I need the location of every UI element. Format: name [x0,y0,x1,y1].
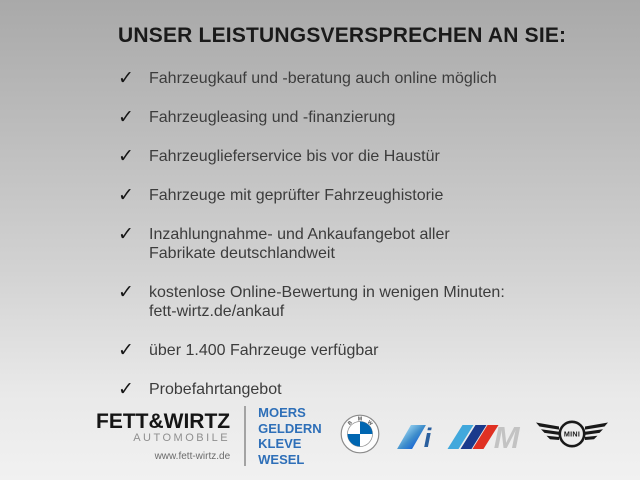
promise-item [118,186,610,205]
location-label: KLEVE [258,436,302,451]
dealer-website: www.fett-wirtz.de [154,450,231,462]
footer-brand-bar [96,400,601,472]
promise-text: Fahrzeuglieferservice bis vor die Haustür [149,148,440,165]
checkmark-icon: ✓ [118,224,134,245]
location-label: GELDERN [258,420,322,436]
promise-text: Inzahlungnahme- und Ankaufangebot aller Fabrikate deutschlandweit [149,226,450,262]
checkmark-icon: ✓ [118,185,134,206]
bmw-i-slash [397,425,426,449]
dealer-name: FETT&WIRTZ [96,409,231,433]
location-list [258,405,322,467]
promise-text: Fahrzeugleasing und -finanzierung [149,109,396,126]
checkmark-icon: ✓ [118,68,134,89]
bmw-i-letter: i [423,423,432,453]
mini-label: MINI [563,429,580,439]
checkmark-icon: ✓ [118,379,134,400]
promise-item [118,380,610,399]
promise-list [118,69,610,399]
checkmark-icon: ✓ [118,146,134,167]
bmw-letter: B [346,419,354,427]
promise-text: kostenlose Online-Bewertung in wenigen Minuten: fett-wirtz.de/ankauf [149,284,505,320]
checkmark-icon: ✓ [118,107,134,128]
mini-logo-icon [534,412,610,461]
promise-text: Fahrzeugkauf und -beratung auch online möglich [149,70,497,87]
promise-section [118,24,610,419]
bmw-logo-icon [340,414,380,459]
promise-item [118,147,610,166]
dealer-logo [96,411,230,462]
promise-text: Probefahrtangebot [149,381,282,398]
promise-item [118,69,610,88]
page-title: UNSER LEISTUNGSVERSPRECHEN AN SIE: [118,24,567,47]
promise-text: Fahrzeuge mit geprüfter Fahrzeughistorie [149,187,444,204]
bmw-i-logo-icon [396,421,432,451]
bmw-m-logo-icon [447,420,520,455]
bmw-m-letter: M [493,420,520,455]
vertical-divider [244,406,246,466]
bmw-letter: W [365,418,374,427]
checkmark-icon: ✓ [118,282,134,303]
checkmark-icon: ✓ [118,340,134,361]
bmw-letter: M [357,416,362,423]
location-label: MOERS [258,405,306,420]
dealer-subtitle: AUTOMOBILE [133,431,231,444]
promise-item [118,108,610,127]
location-label: WESEL [258,451,305,467]
promise-item [118,341,610,360]
promise-text: über 1.400 Fahrzeuge verfügbar [149,342,379,359]
promise-item [118,283,610,321]
promise-item [118,225,610,263]
